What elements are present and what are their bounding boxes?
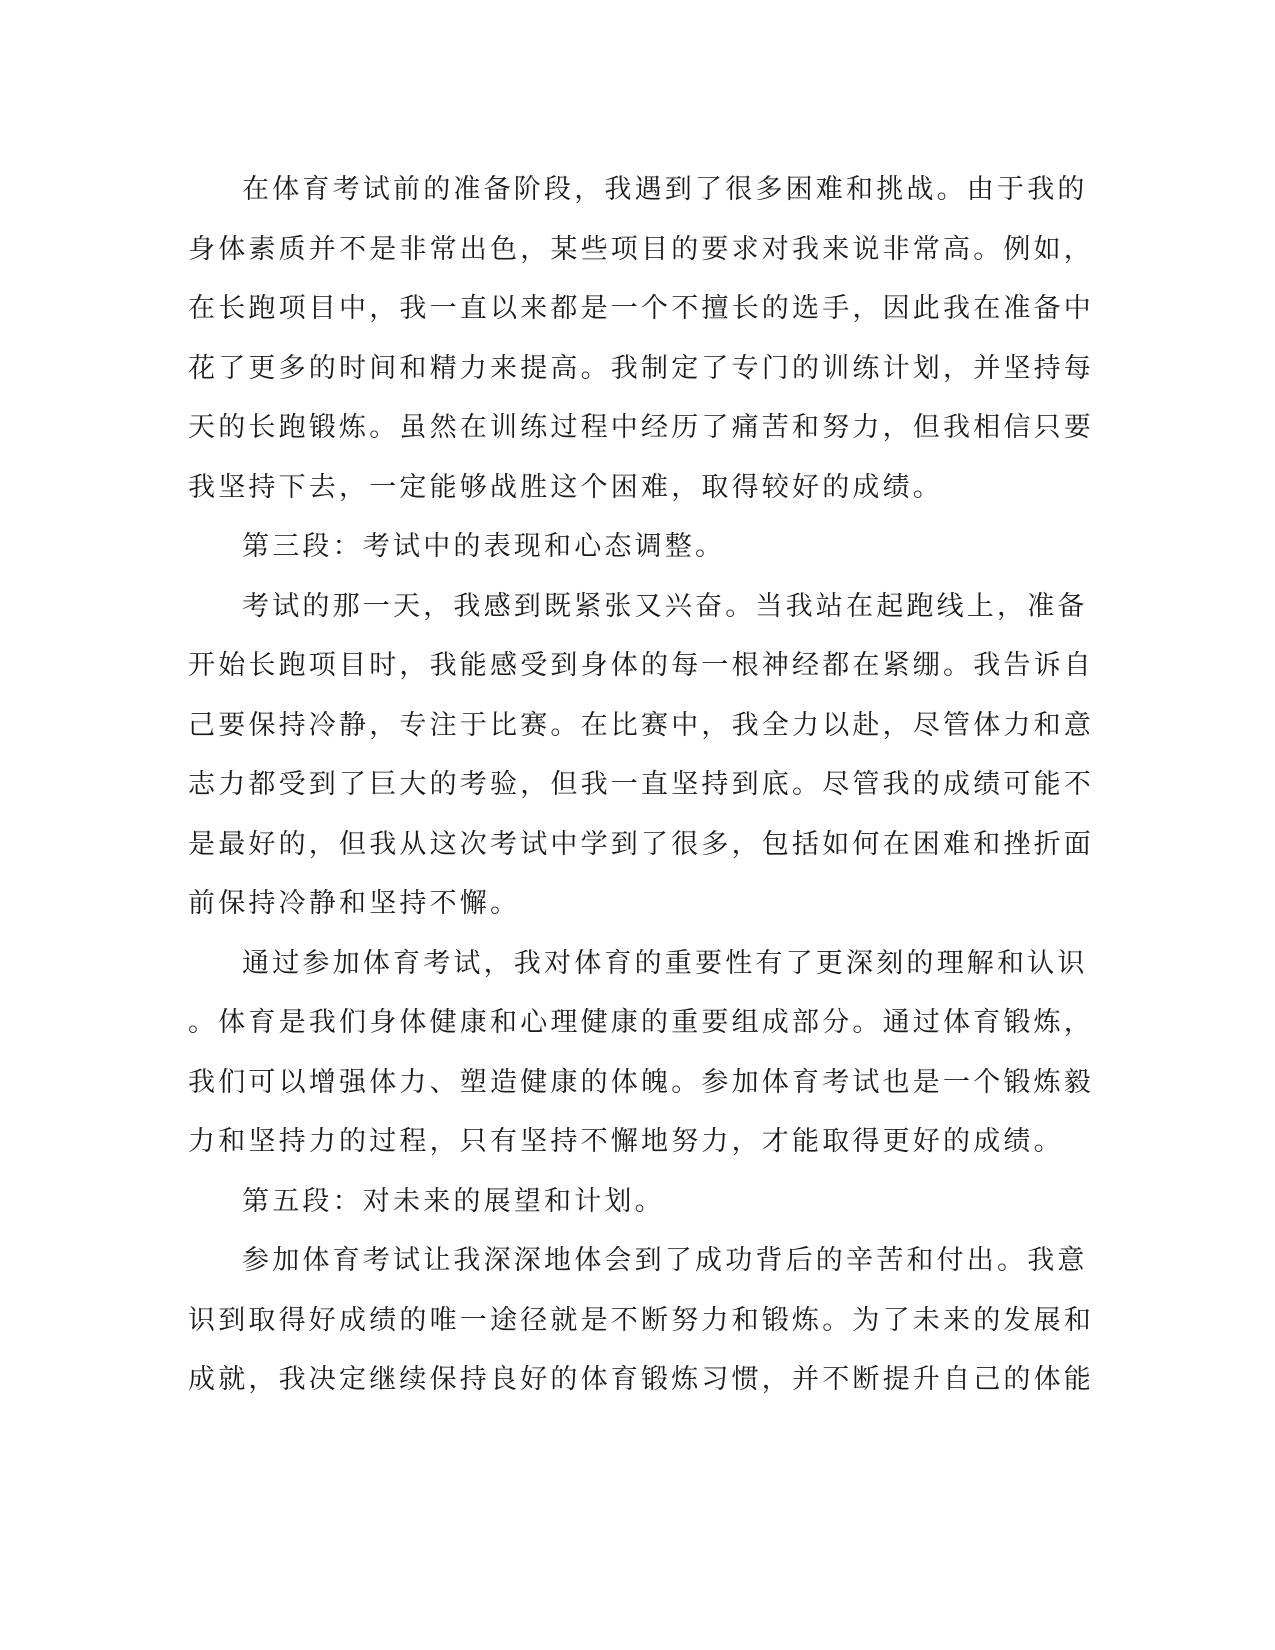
text-line: 在体育考试前的准备阶段，我遇到了很多困难和挑战。由于我的 — [242, 174, 1088, 205]
text-line: 花了更多的时间和精力来提高。我制定了专门的训练计划，并坚持每 — [188, 352, 1094, 384]
paragraph-exam-performance — [188, 577, 1094, 934]
text-line: 在长跑项目中，我一直以来都是一个不擅长的选手，因此我在准备中 — [188, 293, 1094, 324]
text-line: 我坚持下去，一定能够战胜这个困难，取得较好的成绩。 — [188, 471, 943, 503]
text-line: 第三段：考试中的表现和心态调整。 — [242, 531, 726, 562]
text-line: 前保持冷静和坚持不懈。 — [188, 888, 521, 919]
paragraph-future-plans — [188, 1231, 1094, 1410]
paragraph-exam-preparation — [188, 160, 1094, 517]
section-heading-third — [188, 517, 1088, 577]
text-line: 是最好的，但我从这次考试中学到了很多，包括如何在困难和挫折面 — [188, 828, 1094, 860]
text-line: 力和坚持力的过程，只有坚持不懈地努力，才能取得更好的成绩。 — [188, 1126, 1064, 1157]
text-line: 己要保持冷静，专注于比赛。在比赛中，我全力以赴，尽管体力和意 — [188, 709, 1094, 741]
text-line: 考试的那一天，我感到既紧张又兴奋。当我站在起跑线上，准备 — [242, 590, 1088, 622]
text-line: 成就，我决定继续保持良好的体育锻炼习惯，并不断提升自己的体能 — [188, 1364, 1094, 1395]
text-line: 我们可以增强体力、塑造健康的体魄。参加体育考试也是一个锻炼毅 — [188, 1066, 1094, 1098]
text-line: 志力都受到了巨大的考验，但我一直坚持到底。尽管我的成绩可能不 — [188, 769, 1094, 800]
text-line: 识到取得好成绩的唯一途径就是不断努力和锻炼。为了未来的发展和 — [188, 1304, 1094, 1336]
paragraph-importance-of-pe — [188, 934, 1094, 1172]
text-line: 参加体育考试让我深深地体会到了成功背后的辛苦和付出。我意 — [242, 1245, 1088, 1276]
text-line: 天的长跑锻炼。虽然在训练过程中经历了痛苦和努力，但我相信只要 — [188, 412, 1094, 443]
text-line: 通过参加体育考试，我对体育的重要性有了更深刻的理解和认识 — [242, 947, 1088, 979]
text-line: 开始长跑项目时，我能感受到身体的每一根神经都在紧绷。我告诉自 — [188, 650, 1094, 681]
document-body — [188, 160, 1094, 1410]
text-line: 身体素质并不是非常出色，某些项目的要求对我来说非常高。例如， — [188, 233, 1094, 265]
text-line: 。体育是我们身体健康和心理健康的重要组成部分。通过体育锻炼， — [188, 1007, 1094, 1038]
text-line: 第五段：对未来的展望和计划。 — [242, 1185, 665, 1217]
section-heading-fifth — [188, 1172, 1088, 1232]
